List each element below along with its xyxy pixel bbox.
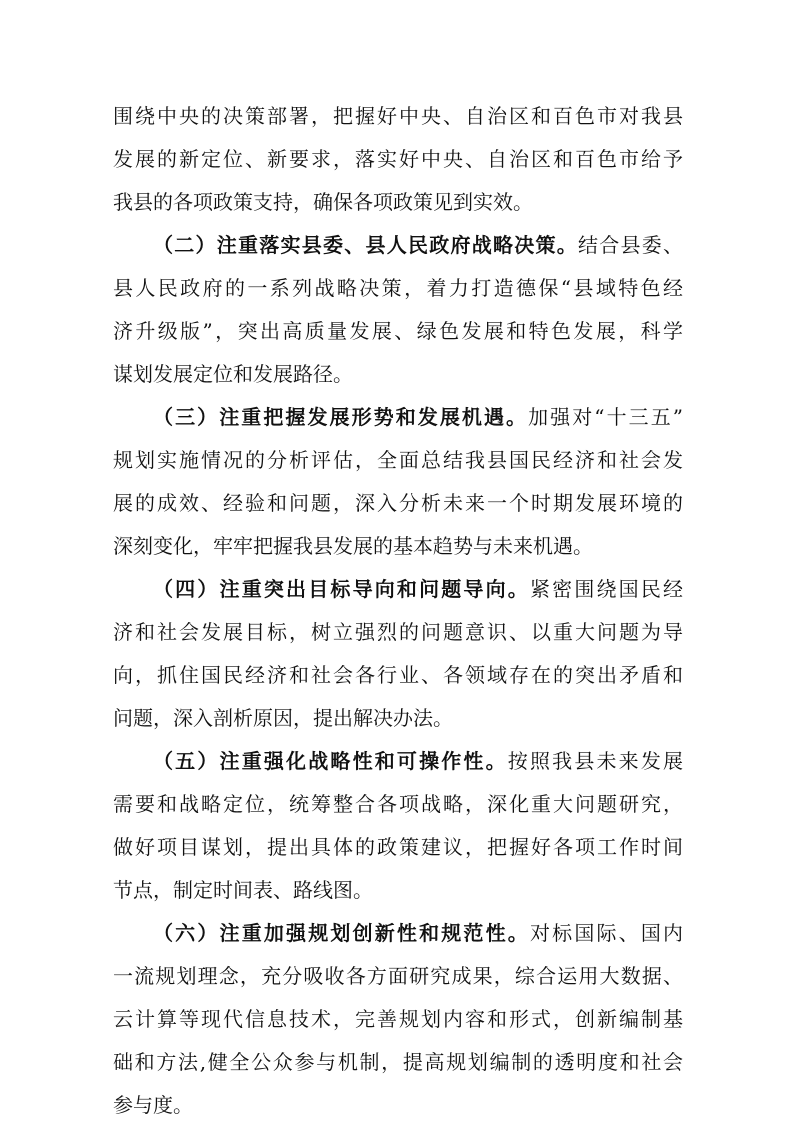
- section-heading: （五）注重强化战略性和可操作性。: [153, 749, 508, 773]
- section-heading: （四）注重突出目标导向和问题导向。: [153, 577, 530, 601]
- paragraph-line: 济和社会发展目标，树立强烈的问题意识、以重大问题为导: [113, 620, 683, 644]
- paragraph-text: 紧密围绕国民经: [529, 577, 684, 601]
- paragraph-line: 深刻变化，牢牢把握我县发展的基本趋势与未来机遇。: [113, 534, 593, 558]
- paragraph-line: 问题，深入剖析原因，提出解决办法。: [113, 706, 453, 730]
- paragraph-line: 县人民政府的一系列战略决策，着力打造德保“县域特色经: [113, 276, 683, 300]
- paragraph-line: 展的成效、经验和问题，深入分析未来一个时期发展环境的: [113, 491, 683, 515]
- paragraph-line: 谋划发展定位和发展路径。: [113, 362, 353, 386]
- paragraph-line: 础和方法,健全公众参与机制，提高规划编制的透明度和社会: [113, 1050, 683, 1074]
- paragraph-line: 向，抓住国民经济和社会各行业、各领域存在的突出矛盾和: [113, 663, 683, 687]
- paragraph-line: 需要和战略定位，统筹整合各项战略，深化重大问题研究，: [113, 792, 683, 816]
- paragraph-first-line: [153, 914, 683, 952]
- paragraph-line: 云计算等现代信息技术，完善规划内容和形式，创新编制基: [113, 1007, 683, 1031]
- paragraph-first-line: [153, 226, 683, 264]
- section-heading: （三）注重把握发展形势和发展机遇。: [153, 405, 529, 429]
- paragraph-text: 对标国际、国内: [529, 921, 684, 945]
- paragraph-line: 节点，制定时间表、路线图。: [113, 878, 373, 902]
- paragraph-line: 一流规划理念，充分吸收各方面研究成果，综合运用大数据、: [113, 964, 683, 988]
- paragraph-text: 按照我县未来发展: [507, 749, 684, 773]
- section-heading: （二）注重落实县委、县人民政府战略决策。: [153, 233, 578, 257]
- paragraph-first-line: [153, 570, 683, 608]
- paragraph-first-line: [153, 398, 683, 436]
- paragraph-text: 结合县委、: [578, 233, 683, 257]
- paragraph-text: 加强对“十三五”: [528, 405, 684, 429]
- paragraph-line: 规划实施情况的分析评估，全面总结我县国民经济和社会发: [113, 448, 683, 472]
- intro-line: 发展的新定位、新要求，落实好中央、自治区和百色市给予: [113, 147, 683, 171]
- intro-line: 我县的各项政策支持，确保各项政策见到实效。: [113, 190, 533, 214]
- paragraph-line: 参与度。: [113, 1093, 193, 1117]
- intro-line: 围绕中央的决策部署，把握好中央、自治区和百色市对我县: [113, 104, 683, 128]
- paragraph-first-line: [153, 742, 683, 780]
- paragraph-line: 济升级版”，突出高质量发展、绿色发展和特色发展，科学: [113, 319, 683, 343]
- section-heading: （六）注重加强规划创新性和规范性。: [153, 921, 530, 945]
- paragraph-line: 做好项目谋划，提出具体的政策建议，把握好各项工作时间: [113, 835, 683, 859]
